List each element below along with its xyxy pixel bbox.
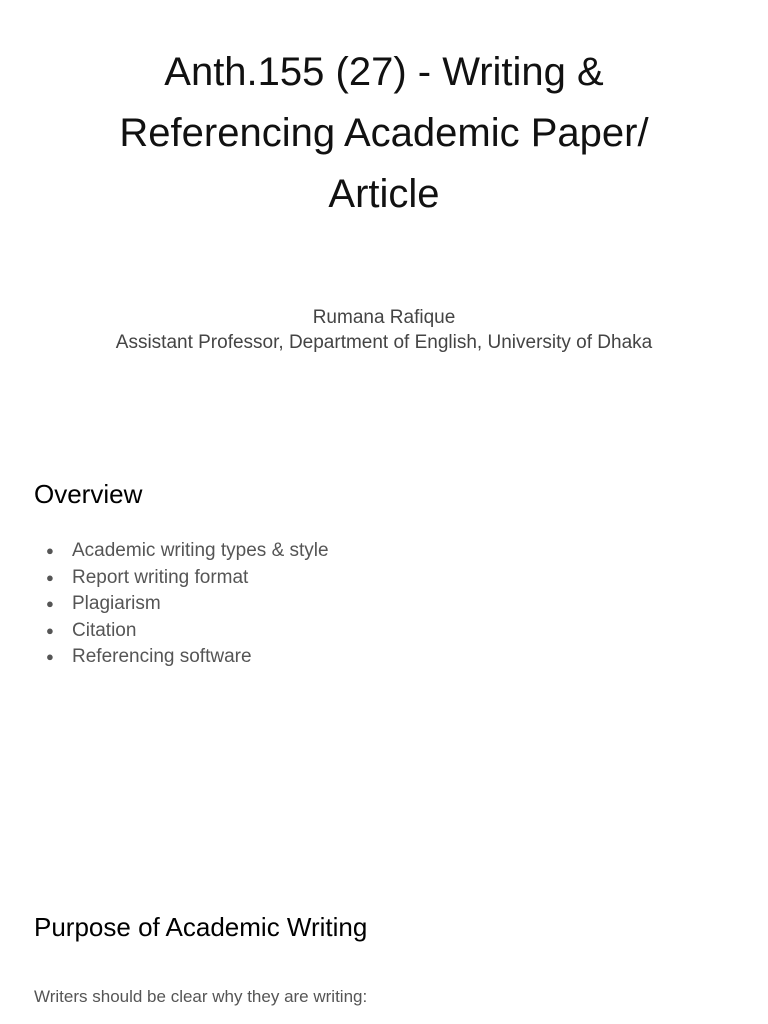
bullet-icon: ●: [46, 569, 54, 585]
bullet-icon: ●: [46, 543, 54, 558]
list-item: [0, 644, 329, 671]
title-line-3: Article: [328, 172, 440, 216]
list-item-text: Academic writing types & style: [72, 540, 329, 561]
list-item: [0, 565, 329, 592]
list-item: [0, 591, 329, 618]
document-title: [0, 42, 768, 225]
overview-list: [0, 538, 329, 671]
bullet-icon: ●: [46, 649, 54, 664]
list-item-text: Citation: [72, 619, 137, 641]
title-line-1: Anth.155 (27) - Writing &: [164, 50, 604, 94]
list-item-text: Report writing format: [72, 566, 249, 588]
author-block: [0, 305, 768, 355]
purpose-heading: Purpose of Academic Writing: [34, 912, 368, 942]
list-item-text: Plagiarism: [72, 593, 161, 614]
author-name: Rumana Rafique: [312, 307, 456, 328]
title-line-2: Referencing Academic Paper/: [119, 111, 649, 155]
purpose-intro-text: Writers should be clear why they are writing:: [34, 987, 368, 1006]
author-affiliation: Assistant Professor, Department of English, University of Dhaka: [115, 332, 653, 353]
overview-heading: Overview: [34, 479, 143, 509]
list-item-text: Referencing software: [72, 646, 252, 667]
list-item: [0, 538, 329, 565]
bullet-icon: ●: [46, 596, 54, 611]
list-item: [0, 618, 329, 645]
title-block: [0, 42, 768, 225]
bullet-icon: ●: [46, 622, 54, 638]
